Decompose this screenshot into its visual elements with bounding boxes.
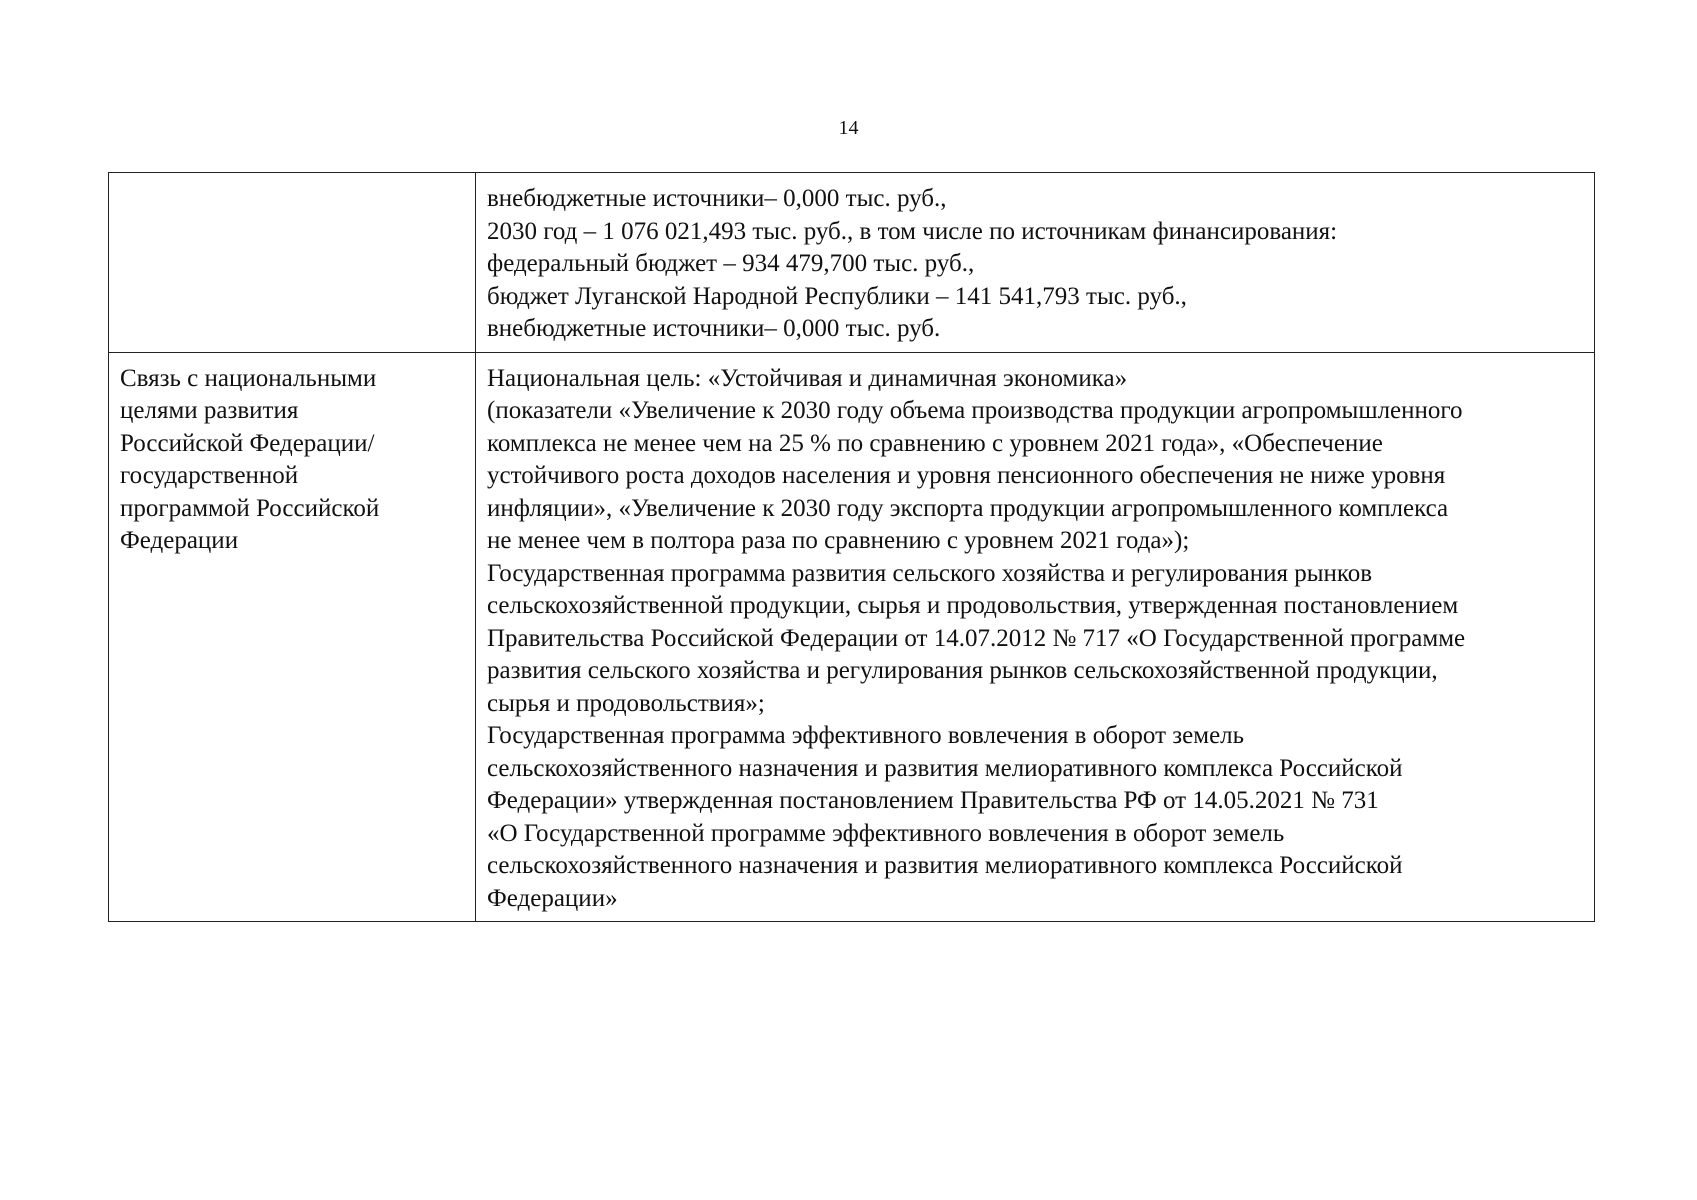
row-content-cell <box>476 352 1595 922</box>
passport-table <box>108 172 1595 922</box>
page-number: 14 <box>838 117 859 139</box>
content-line: «О Государственной программе эффективного вовлечения в оборот земель <box>487 819 1285 847</box>
content-line: Государственная программа развития сельского хозяйства и регулирования рынков <box>487 559 1373 587</box>
content-line: внебюджетные источники– 0,000 тыс. руб., <box>487 185 947 212</box>
content-line: инфляции», «Увеличение к 2030 году экспорта продукции агропромышленного комплекса <box>487 494 1449 522</box>
label-line: целями развития <box>120 397 299 424</box>
label-line: программой Российской <box>120 494 380 522</box>
content-line: Федерации» утвержденная постановлением Правительства РФ от 14.05.2021 № 731 <box>487 787 1379 814</box>
table-row-funding <box>109 173 1595 353</box>
content-line: (показатели «Увеличение к 2030 году объема производства продукции агропромышленного <box>487 397 1463 424</box>
row-label-cell <box>109 352 476 922</box>
content-line: Национальная цель: «Устойчивая и динамичная экономика» <box>487 364 1128 392</box>
content-line: федеральный бюджет – 934 479,700 тыс. руб., <box>487 250 975 277</box>
content-line: Федерации» <box>487 884 618 912</box>
row-label-cell <box>109 173 476 353</box>
content-line: не менее чем в полтора раза по сравнению с уровнем 2021 года»); <box>487 527 1190 554</box>
content-line: развития сельского хозяйства и регулирования рынков сельскохозяйственной продукции, <box>487 657 1438 684</box>
content-line: внебюджетные источники– 0,000 тыс. руб. <box>487 315 941 342</box>
content-line: сырья и продовольствия»; <box>487 689 765 717</box>
label-line: Федерации <box>120 527 239 554</box>
label-line: Связь с национальными <box>120 364 377 392</box>
content-line: сельскохозяйственной продукции, сырья и продовольствия, утвержденная постановлением <box>487 592 1459 619</box>
content-line: 2030 год – 1 076 021,493 тыс. руб., в том числе по источникам финансирования: <box>487 217 1338 245</box>
content-line: Государственная программа эффективного вовлечения в оборот земель <box>487 722 1245 749</box>
row-content-cell <box>476 173 1595 353</box>
content-line: сельскохозяйственного назначения и развития мелиоративного комплекса Российской <box>487 852 1403 879</box>
label-line: Российской Федерации/ <box>120 429 375 457</box>
content-line: устойчивого роста доходов населения и уровня пенсионного обеспечения не ниже уровня <box>487 462 1446 489</box>
table-row-national-goals <box>109 352 1595 922</box>
content-line: комплекса не менее чем на 25 % по сравнению с уровнем 2021 года», «Обеспечение <box>487 429 1383 457</box>
content-line: бюджет Луганской Народной Республики – 141 541,793 тыс. руб., <box>487 282 1187 310</box>
label-line: государственной <box>120 462 299 489</box>
content-line: сельскохозяйственного назначения и развития мелиоративного комплекса Российской <box>487 754 1403 782</box>
content-line: Правительства Российской Федерации от 14.07.2012 № 717 «О Государственной программе <box>487 624 1466 652</box>
